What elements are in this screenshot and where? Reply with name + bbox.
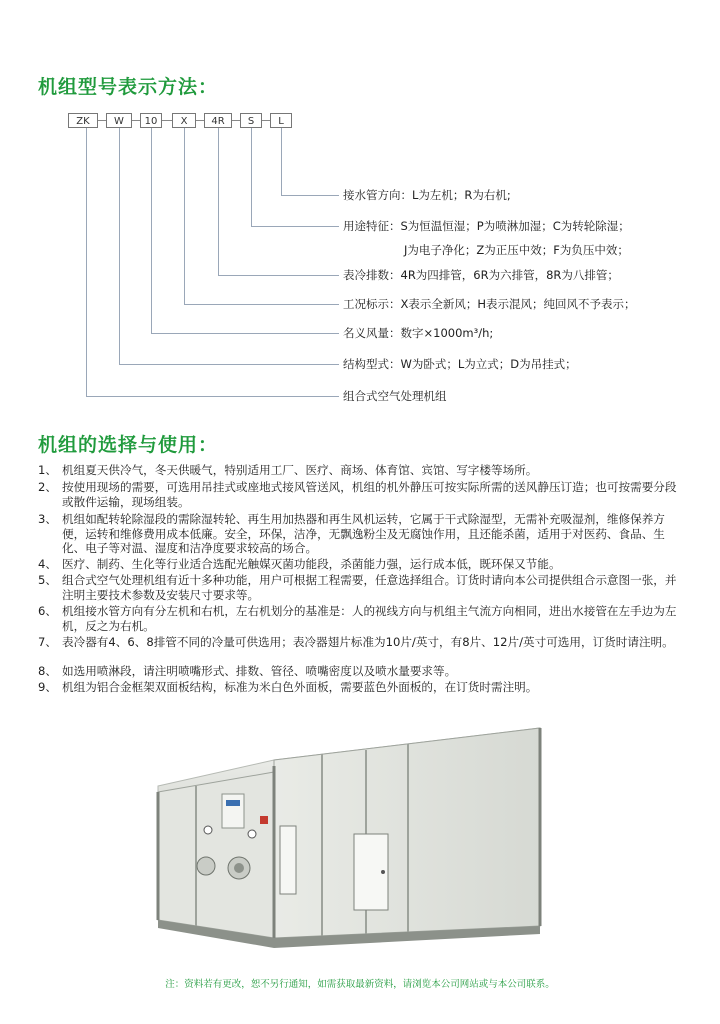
list-item	[38, 604, 688, 633]
code-dash	[196, 120, 204, 121]
list-item	[38, 463, 688, 478]
list-item-text: 医疗、制药、生化等行业适合选配光触媒灭菌功能段，杀菌能力强，运行成本低，既环保又节能。	[62, 557, 561, 571]
list-item	[38, 635, 688, 650]
leader-line-s	[251, 128, 252, 226]
code-box-4r: 4R	[204, 113, 232, 128]
list-item-text: 如选用喷淋段，请注明喷嘴形式、排数、管径、喷嘴密度以及喷水量要求等。	[62, 664, 457, 678]
code-dash	[98, 120, 106, 121]
leader-line-l	[281, 128, 282, 195]
desc-coil-rows: 表冷排数：4R为四排管，6R为六排管，8R为八排管；	[343, 268, 619, 282]
list-item-number: 6、	[38, 604, 57, 618]
list-item-number: 1、	[38, 463, 57, 477]
list-item	[38, 680, 688, 695]
leader-line-4r	[218, 128, 219, 275]
code-box-x: X	[172, 113, 196, 128]
code-box-s: S	[240, 113, 262, 128]
section-title-selection-usage: 机组的选择与使用：	[38, 434, 219, 456]
list-item-number: 9、	[38, 680, 57, 694]
list-item-text: 按使用现场的需要，可选用吊挂式或座地式接风管送风，机组的机外静压可按实际所需的送风静压订造；也可按需要分段或散件运输，现场组装。	[62, 480, 677, 509]
list-item-text: 机组接水管方向有分左机和右机，左右机划分的基准是：人的视线方向与机组主气流方向相同，进出水接管在左手边为左机，反之为右机。	[62, 604, 677, 633]
list-item-text: 机组如配转轮除湿段的需除湿转轮、再生用加热器和再生风机运转，它属于干式除湿型，无需补充吸湿剂，维修保养方便，运转和维修费用成本低廉。安全，环保，洁净，无飘逸粉尘及无腐蚀作用，且还能杀菌，适用于对医药、食品、生化、电子等对温、湿度和洁净度要求较高的场合。	[62, 512, 665, 555]
desc-working-condition: 工况标示：X表示全新风；H表示混风；纯回风不予表示；	[343, 297, 636, 311]
leader-line-w	[119, 128, 120, 364]
list-item-text: 表冷器有4、6、8排管不同的冷量可供选用；表冷器翅片标准为10片/英寸，有8片、12片/英寸可选用，订货时请注明。	[62, 635, 674, 649]
code-box-zk: ZK	[68, 113, 98, 128]
leader-line-zk-h	[86, 396, 339, 397]
list-item	[38, 557, 688, 572]
list-item-number: 2、	[38, 480, 57, 494]
leader-line-s-h	[251, 226, 339, 227]
list-item-number: 5、	[38, 573, 57, 587]
desc-structure-type: 结构型式：W为卧式；L为立式；D为吊挂式；	[343, 357, 577, 371]
desc-usage-feature: 用途特征：S为恒温恒湿；P为喷淋加湿；C为转轮除湿；	[343, 219, 630, 233]
leader-line-x	[184, 128, 185, 304]
list-item-text: 机组为铝合金框架双面板结构，标准为米白色外面板，需要蓝色外面板的，在订货时需注明。	[62, 680, 538, 694]
leader-line-4r-h	[218, 275, 339, 276]
list-item-text: 机组夏天供冷气，冬天供暖气，特别适用工厂、医疗、商场、体育馆、宾馆、写字楼等场所。	[62, 463, 538, 477]
air-handling-unit-image	[140, 716, 560, 968]
list-item-number: 7、	[38, 635, 57, 649]
code-box-10: 10	[140, 113, 162, 128]
code-dash	[132, 120, 140, 121]
leader-line-w-h	[119, 364, 339, 365]
list-item	[38, 512, 688, 556]
list-item-number: 8、	[38, 664, 57, 678]
leader-line-zk	[86, 128, 87, 396]
footnote: 注：资料若有更改，恕不另行通知，如需获取最新资料，请浏览本公司网站或与本公司联系。	[165, 979, 555, 990]
leader-line-10-h	[151, 333, 339, 334]
code-dash	[162, 120, 172, 121]
list-item-number: 4、	[38, 557, 57, 571]
desc-water-pipe-direction: 接水管方向：L为左机；R为右机;	[343, 188, 511, 202]
code-dash	[262, 120, 270, 121]
list-item-text: 组合式空气处理机组有近十多种功能，用户可根据工程需要，任意选择组合。订货时请向本公司提供组合示意图一张，并注明主要技术参数及安装尺寸要求等。	[62, 573, 677, 602]
section-title-model-code: 机组型号表示方法：	[38, 76, 219, 98]
list-item	[38, 573, 688, 602]
desc-usage-feature-cont: J为电子净化；Z为正压中效；F为负压中效；	[404, 243, 629, 257]
leader-line-l-h	[281, 195, 339, 196]
code-box-l: L	[270, 113, 292, 128]
code-dash	[232, 120, 240, 121]
list-item	[38, 480, 688, 509]
list-item	[38, 664, 688, 679]
code-box-w: W	[106, 113, 132, 128]
desc-nominal-airflow: 名义风量：数字×1000m³/h;	[343, 326, 494, 340]
desc-unit-name: 组合式空气处理机组	[343, 389, 447, 403]
leader-line-10	[151, 128, 152, 333]
list-item-number: 3、	[38, 512, 57, 526]
leader-line-x-h	[184, 304, 339, 305]
